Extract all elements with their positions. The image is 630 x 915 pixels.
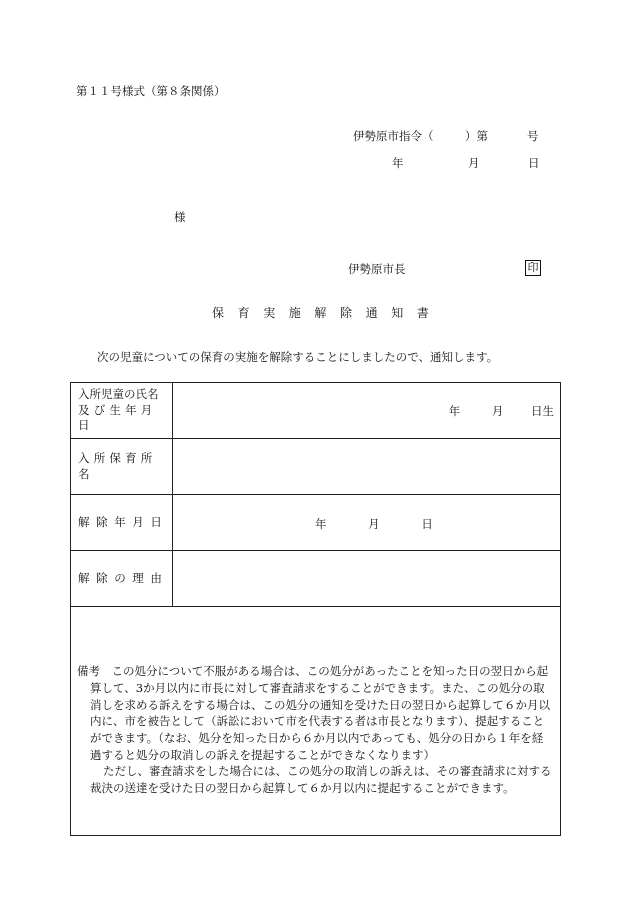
issue-date-year: 年 <box>392 156 404 170</box>
notes-paragraph-1: 備考 この処分について不服がある場合は、この処分があったことを知った日の翌日から起算して、3か月以内に市長に対して審査請求をすることができます。また、この処分の取消しを求める訴えをする場合は、この処分の通知を受けた日の翌日から起算して６か月以内に、市を被告として（訴訟において市を代表する者は市長となります）、提起することができます。（なお、処分を知った日から６か月以内であっても、処分の日から１年を経過すると処分の取消しの訴えを提起することができなくなります） <box>77 664 550 762</box>
child-name-label <box>71 383 173 439</box>
release-month: 月 <box>368 517 380 531</box>
release-date-label: 解除年月日 <box>71 495 173 551</box>
table-row-facility <box>71 439 561 495</box>
release-year: 年 <box>315 517 327 531</box>
issuer-name: 伊勢原市長 <box>348 262 406 276</box>
child-label-line2: 及び生年月日 <box>78 402 157 433</box>
facility-label: 入所保育所名 <box>71 439 173 495</box>
facility-value <box>173 439 561 495</box>
reference-city-order: 伊勢原市指令（ <box>353 129 434 143</box>
issue-date-day: 日 <box>528 156 540 170</box>
seal-mark: 印 <box>525 260 541 276</box>
reason-label: 解除の理由 <box>71 551 173 607</box>
table-row-notes <box>71 607 561 836</box>
child-name-value <box>173 383 561 439</box>
birth-date-fields <box>449 403 554 419</box>
release-date-value <box>173 495 561 551</box>
child-label-line1: 入所児童の氏名 <box>78 387 159 402</box>
birth-day: 日生 <box>531 404 554 418</box>
intro-text: 次の児童についての保育の実施を解除することにしましたので、通知します。 <box>97 350 499 364</box>
table-row-release-date <box>71 495 561 551</box>
birth-month: 月 <box>491 404 504 418</box>
table-row-reason <box>71 551 561 607</box>
reason-value <box>173 551 561 607</box>
document-title: 保育実施解除通知書 <box>212 306 443 320</box>
addressee-suffix: 様 <box>174 210 186 224</box>
release-date-fields <box>315 516 433 532</box>
issue-date-month: 月 <box>468 156 480 170</box>
form-number: 第１１号様式（第８条関係） <box>76 84 226 98</box>
reference-close-paren: ）第 <box>465 129 488 143</box>
notice-table <box>70 382 561 836</box>
release-day: 日 <box>421 517 433 531</box>
notes-paragraph-2: ただし、審査請求をした場合には、この処分の取消しの訴えは、その審査請求に対する裁決の送達を受けた日の翌日から起算して６か月以内に提起することができます。 <box>90 764 552 796</box>
table-row-child <box>71 383 561 439</box>
notes-cell <box>71 607 561 836</box>
reference-number-suffix: 号 <box>527 129 539 143</box>
birth-year: 年 <box>448 404 461 418</box>
